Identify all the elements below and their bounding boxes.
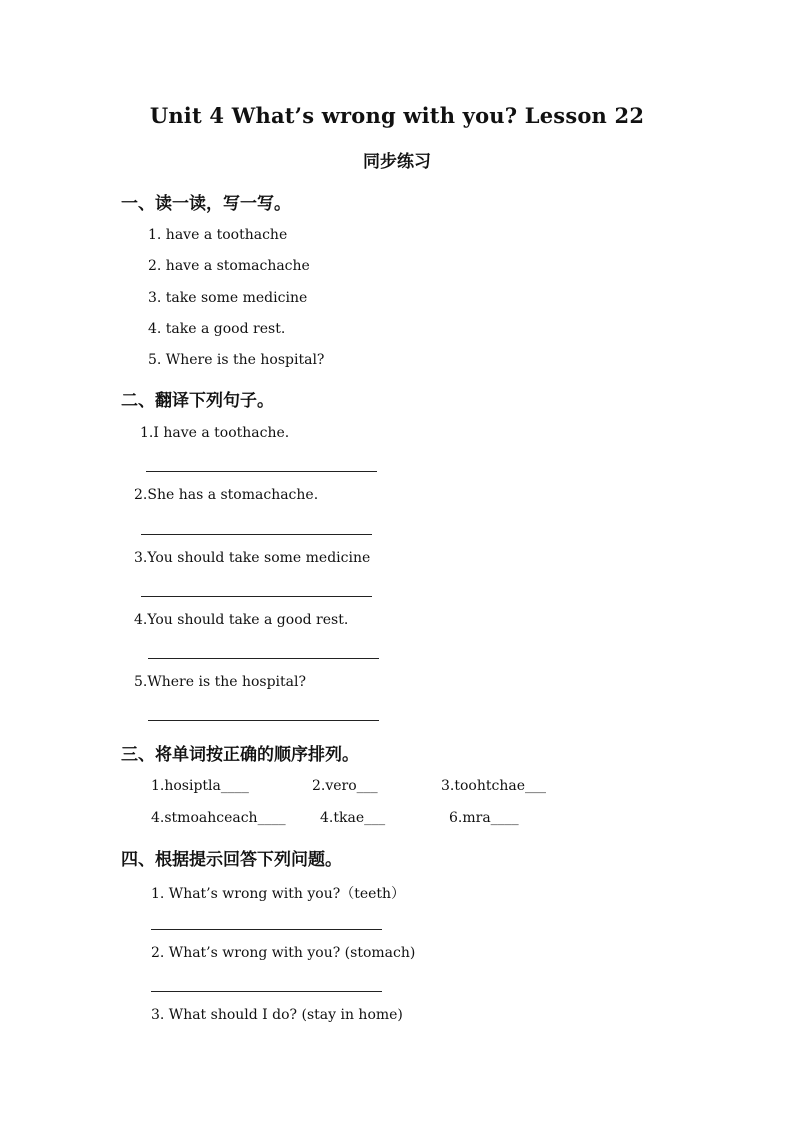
section-1-item-3: 3. take some medicine bbox=[148, 290, 308, 306]
section-4-heading: 四、根据提示回答下列问题。 bbox=[121, 850, 342, 870]
section-3-item-6[interactable]: 6.mra____ bbox=[449, 810, 519, 826]
page-title: Unit 4 What’s wrong with you? Lesson 22 bbox=[149, 103, 645, 128]
answer-line-3[interactable] bbox=[141, 596, 372, 597]
section-2-heading: 二、翻译下列句子。 bbox=[121, 391, 274, 411]
section-2-item-1: 1.I have a toothache. bbox=[140, 425, 290, 441]
section-3-item-4[interactable]: 4.stmoahceach____ bbox=[151, 810, 286, 826]
answer-line-6[interactable] bbox=[151, 929, 382, 930]
section-4-item-1: 1. What’s wrong with you?（teeth） bbox=[151, 886, 406, 902]
section-1-item-5: 5. Where is the hospital? bbox=[148, 352, 325, 368]
section-4-item-2: 2. What’s wrong with you? (stomach) bbox=[151, 945, 416, 961]
answer-line-7[interactable] bbox=[151, 991, 382, 992]
answer-line-1[interactable] bbox=[146, 471, 377, 472]
section-2-item-3: 3.You should take some medicine bbox=[134, 550, 371, 566]
section-3-item-3[interactable]: 3.toohtchae___ bbox=[441, 778, 546, 794]
section-3-item-2[interactable]: 2.vero___ bbox=[312, 778, 378, 794]
section-3-item-5[interactable]: 4.tkae___ bbox=[320, 810, 386, 826]
section-4-item-3: 3. What should I do? (stay in home) bbox=[151, 1007, 403, 1023]
section-1-heading: 一、读一读，写一写。 bbox=[121, 194, 291, 214]
section-1-item-4: 4. take a good rest. bbox=[148, 321, 286, 337]
section-3-item-1[interactable]: 1.hosiptla____ bbox=[151, 778, 249, 794]
section-2-item-5: 5.Where is the hospital? bbox=[134, 674, 306, 690]
answer-line-4[interactable] bbox=[148, 658, 379, 659]
answer-line-5[interactable] bbox=[148, 720, 379, 721]
section-1-item-2: 2. have a stomachache bbox=[148, 258, 310, 274]
answer-line-2[interactable] bbox=[141, 534, 372, 535]
page-subtitle: 同步练习 bbox=[363, 152, 431, 172]
section-2-item-2: 2.She has a stomachache. bbox=[134, 487, 319, 503]
section-3-heading: 三、将单词按正确的顺序排列。 bbox=[121, 745, 359, 765]
section-1-item-1: 1. have a toothache bbox=[148, 227, 288, 243]
section-2-item-4: 4.You should take a good rest. bbox=[134, 612, 349, 628]
